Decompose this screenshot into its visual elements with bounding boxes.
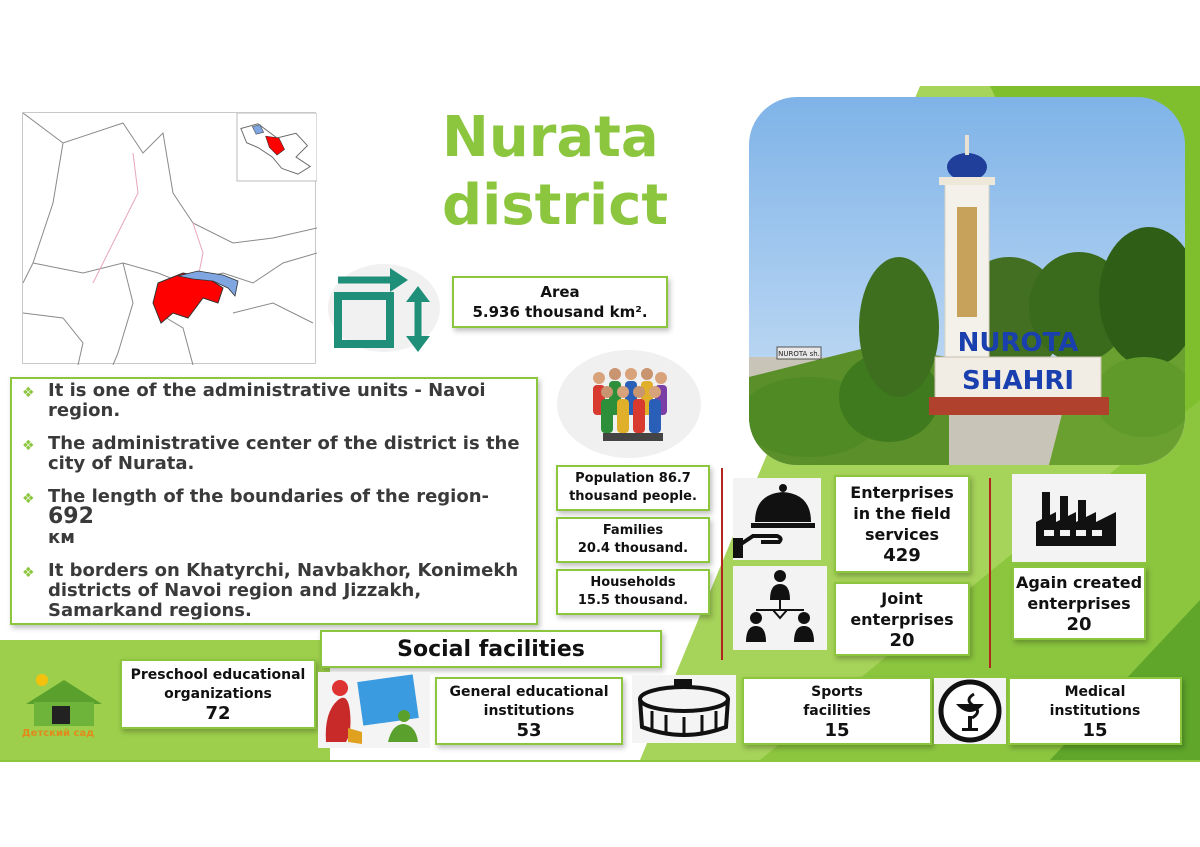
resize-arrows-icon: [326, 262, 442, 354]
households-line-2: 15.5 thousand.: [577, 593, 689, 608]
sports-line-1: Sports: [811, 683, 863, 700]
crowd-icon: [555, 348, 703, 460]
district-facts-list: [10, 377, 538, 625]
district-map: [22, 112, 316, 364]
list-item: [22, 381, 528, 421]
list-item: [22, 561, 528, 621]
boundary-unit: км: [48, 527, 75, 548]
bullet-text: It is one of the administrative units - Navoi region.: [48, 380, 486, 421]
factory-icon: [1012, 474, 1146, 562]
general-edu-value: 53: [516, 719, 542, 741]
joint-value: 20: [889, 629, 915, 651]
general-edu-line-2: institutions: [483, 702, 575, 719]
general-education-box: [435, 677, 623, 745]
teacher-board-icon: [318, 672, 430, 748]
bullet-icon: ❖: [22, 385, 35, 401]
households-box: [556, 569, 710, 615]
bullet-text: The length of the boundaries of the region-: [48, 486, 489, 507]
joint-enterprises-box: [834, 582, 970, 656]
service-enterprises-value: 429: [883, 545, 921, 566]
bullet-icon: ❖: [22, 438, 35, 454]
joint-line-2: enterprises: [850, 609, 954, 629]
bullet-icon: ❖: [22, 565, 35, 581]
medical-line-1: Medical: [1064, 683, 1126, 700]
serving-cloche-icon: [733, 478, 821, 560]
area-label: Area: [540, 283, 580, 301]
preschool-line-1: Preschool educational: [130, 666, 306, 683]
sports-line-2: facilities: [803, 702, 871, 719]
stadium-icon: [632, 675, 736, 743]
service-enterprises-line-3: services: [864, 525, 940, 544]
bullet-text-wrap: [48, 487, 528, 548]
new-enterprises-box: [1012, 566, 1146, 640]
families-line-2: 20.4 thousand.: [577, 541, 689, 556]
new-enterprises-line-2: enterprises: [1027, 593, 1131, 613]
medical-line-2: institutions: [1049, 702, 1141, 719]
general-edu-line-1: General educational: [449, 683, 609, 700]
population-box: [556, 465, 710, 511]
list-item: [22, 434, 528, 474]
kindergarten-caption: Детский сад: [21, 728, 95, 739]
social-facilities-label: Social facilities: [397, 636, 585, 662]
footer-divider: [0, 760, 1200, 762]
service-enterprises-line-1: Enterprises: [850, 483, 954, 502]
page-title: [442, 104, 682, 240]
sign-bottom-text: SHAHRI: [961, 366, 1075, 396]
social-facilities-heading: [320, 630, 662, 668]
medical-box: [1008, 677, 1182, 745]
sports-box: [742, 677, 932, 745]
area-value: 5.936 thousand km².: [472, 303, 648, 321]
population-line-1: Population 86.7: [575, 471, 691, 486]
road-sign-text: NUROTA sh.: [778, 350, 820, 358]
list-item: [22, 487, 528, 548]
joint-line-1: Joint: [881, 588, 923, 608]
bullet-text: It borders on Khatyrchi, Navbakhor, Konimekh districts of Navoi region and Jizzakh, Samarkand regions.: [48, 560, 519, 621]
families-line-1: Families: [602, 523, 664, 538]
preschool-line-2: organizations: [164, 685, 272, 702]
preschool-value: 72: [205, 702, 231, 724]
service-enterprises-line-2: in the field: [853, 504, 951, 523]
boundary-length: 692: [48, 504, 94, 529]
sports-value: 15: [824, 719, 850, 741]
population-line-2: thousand people.: [569, 489, 697, 504]
preschool-box: [120, 659, 316, 729]
sign-top-text: NUROTA: [957, 328, 1079, 358]
medical-value: 15: [1082, 719, 1108, 741]
new-enterprises-line-1: Again created: [1015, 572, 1143, 592]
title-line-2: district: [442, 173, 669, 238]
households-line-1: Households: [590, 575, 676, 590]
pharmacy-bowl-icon: [934, 678, 1006, 744]
town-entrance-photo: [749, 97, 1185, 465]
bullet-icon: ❖: [22, 491, 35, 507]
title-line-1: Nurata: [442, 105, 659, 170]
service-enterprises-box: [834, 475, 970, 573]
kindergarten-icon: [12, 668, 106, 740]
bullet-text: The administrative center of the district is the city of Nurata.: [48, 433, 520, 474]
families-box: [556, 517, 710, 563]
org-chart-icon: [733, 566, 827, 650]
area-box: [452, 276, 668, 328]
new-enterprises-value: 20: [1066, 613, 1092, 635]
